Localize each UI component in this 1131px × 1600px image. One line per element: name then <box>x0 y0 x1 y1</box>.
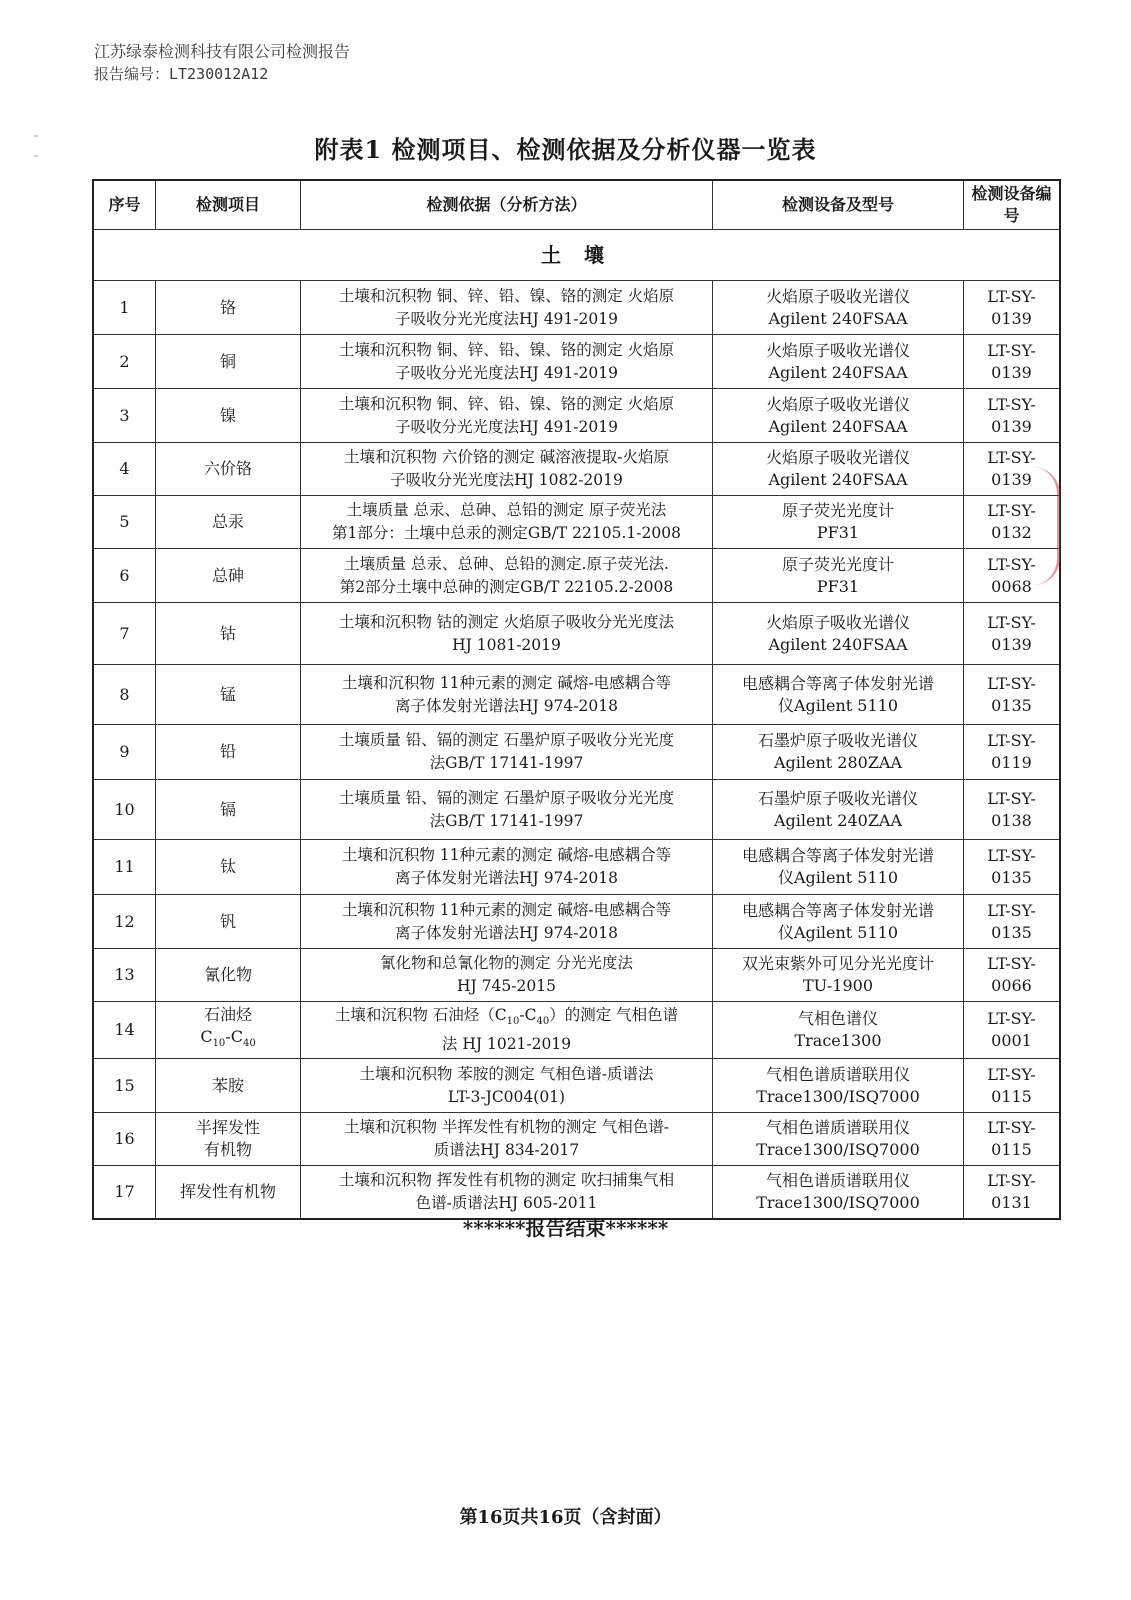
row-number: 12 <box>93 895 156 949</box>
test-basis-line: 子吸收分光光度法HJ 491-2019 <box>395 309 618 328</box>
table-row <box>93 895 1060 949</box>
device-code: LT-SY-0131 <box>964 1166 1061 1219</box>
table-row <box>93 603 1060 665</box>
page-title: 附表1 检测项目、检测依据及分析仪器一览表 <box>314 135 817 164</box>
scan-mark <box>34 135 38 137</box>
test-device-line: 原子荧光光度计 <box>781 554 894 574</box>
test-basis-line: 土壤和沉积物 苯胺的测定 气相色谱-质谱法 <box>359 1064 654 1083</box>
table-row <box>93 1113 1060 1166</box>
test-basis-line: 法GB/T 17141-1997 <box>429 811 584 830</box>
row-number: 5 <box>93 496 156 549</box>
table-row <box>93 725 1060 780</box>
test-device-line: 石墨炉原子吸收光谱仪 <box>757 731 918 750</box>
test-device <box>713 443 964 496</box>
row-number: 9 <box>93 725 156 780</box>
test-basis <box>301 949 713 1002</box>
test-device <box>713 780 964 840</box>
table-row <box>93 281 1060 335</box>
test-basis-line: 土壤和沉积物 石油烃$(C_{10}-C_{40})$的测定 气相色谱 <box>334 1006 679 1028</box>
row-number: 8 <box>93 665 156 725</box>
test-device-line: 气相色谱质谱联用仪 <box>765 1064 910 1084</box>
device-code: LT-SY-0135 <box>964 840 1061 895</box>
company-name: 江苏绿泰检测科技有限公司检测报告 <box>94 42 351 61</box>
test-item: 苯胺 <box>156 1059 301 1113</box>
test-device <box>713 665 964 725</box>
test-device-line: Trace1300/ISQ7000 <box>756 1086 920 1106</box>
test-device <box>713 1113 964 1166</box>
table-row <box>93 1166 1060 1219</box>
test-item: 铅 <box>156 725 301 780</box>
test-basis-line: 土壤质量 铅、镉的测定 石墨炉原子吸收分光光度 <box>338 788 675 807</box>
device-code: LT-SY-0139 <box>964 603 1061 665</box>
test-device <box>713 1002 964 1059</box>
test-device-line: PF31 <box>816 523 860 542</box>
table-row <box>93 1002 1060 1059</box>
test-basis <box>301 281 713 335</box>
table-row <box>93 549 1060 603</box>
test-basis-line: 离子体发射光谱法HJ 974-2018 <box>395 923 618 942</box>
test-basis-line: 离子体发射光谱法HJ 974-2018 <box>395 869 618 887</box>
row-number: 15 <box>93 1059 156 1113</box>
test-item: 总汞 <box>156 496 301 549</box>
table-row <box>93 949 1060 1002</box>
test-item: 挥发性有机物 <box>156 1166 301 1219</box>
test-basis-line: 土壤质量 总汞、总砷、总铅的测定 原子荧光法 <box>346 501 667 519</box>
test-device <box>713 603 964 665</box>
test-device <box>713 840 964 895</box>
test-device-line: Agilent 240FSAA <box>768 308 908 328</box>
test-item: 钴 <box>156 603 301 665</box>
table-header-row <box>93 180 1060 230</box>
test-basis-line: 氰化物和总氰化物的测定 分光光度法 <box>380 954 633 972</box>
test-basis-line: 第2部分土壤中总砷的测定GB/T 22105.2-2008 <box>339 577 674 596</box>
test-basis <box>301 549 713 603</box>
test-device-line: 仪Agilent 5110 <box>777 695 899 715</box>
test-device-line: Agilent 240FSAA <box>768 470 908 489</box>
test-basis-line: 法GB/T 17141-1997 <box>429 754 584 772</box>
test-basis-line: 子吸收分光光度法HJ 491-2019 <box>395 417 618 436</box>
test-basis-line: 土壤和沉积物 11种元素的测定 碱熔-电感耦合等 <box>341 846 672 864</box>
test-item: 镉 <box>156 780 301 840</box>
test-basis <box>301 603 713 665</box>
test-basis <box>301 665 713 725</box>
row-number: 2 <box>93 335 156 389</box>
test-device-line: 气相色谱质谱联用仪 <box>765 1118 910 1138</box>
test-device-line: Agilent 280ZAA <box>773 753 903 772</box>
test-basis-line: 土壤质量 总汞、总砷、总铅的测定.原子荧光法. <box>344 554 669 573</box>
device-code: LT-SY-0139 <box>964 281 1061 335</box>
row-number: 17 <box>93 1166 156 1219</box>
test-item: 石油烃 $C_{10}-C_{40}$ <box>156 1002 301 1059</box>
test-device-line: 双光束紫外可见分光光度计 <box>741 954 934 973</box>
table-row <box>93 780 1060 840</box>
test-basis <box>301 1059 713 1113</box>
row-number: 3 <box>93 389 156 443</box>
table-row <box>93 443 1060 496</box>
test-basis-line: LT-3-JC004(01) <box>447 1087 566 1106</box>
device-code: LT-SY-0115 <box>964 1059 1061 1113</box>
table-row <box>93 840 1060 895</box>
test-device-line: 电感耦合等离子体发射光谱 <box>741 673 934 693</box>
test-basis-line: HJ 745-2015 <box>457 977 556 995</box>
test-basis-line: 土壤和沉积物 半挥发性有机物的测定 气相色谱- <box>343 1118 670 1137</box>
col-header-basis: 检测依据（分析方法） <box>301 180 713 230</box>
test-device <box>713 725 964 780</box>
red-stamp-edge <box>1033 467 1060 585</box>
test-device-line: 石墨炉原子吸收光谱仪 <box>757 788 918 808</box>
test-basis-line: HJ 1081-2019 <box>452 635 561 654</box>
device-code: LT-SY-0138 <box>964 780 1061 840</box>
test-basis-line: 质谱法HJ 834-2017 <box>433 1141 580 1160</box>
table-row <box>93 389 1060 443</box>
test-device <box>713 389 964 443</box>
table-row <box>93 496 1060 549</box>
test-device-line: TU-1900 <box>803 976 873 995</box>
test-basis <box>301 780 713 840</box>
test-device-line: 火焰原子吸收光谱仪 <box>765 286 910 306</box>
row-number: 4 <box>93 443 156 496</box>
device-code: LT-SY-0119 <box>964 725 1061 780</box>
test-device <box>713 496 964 549</box>
test-device-line: 仪Agilent 5110 <box>777 922 899 942</box>
test-device-line: Trace1300/ISQ7000 <box>756 1140 920 1160</box>
device-code: LT-SY-0135 <box>964 665 1061 725</box>
test-device <box>713 1059 964 1113</box>
test-device-line: 火焰原子吸收光谱仪 <box>765 448 910 467</box>
test-device-line: Agilent 240FSAA <box>768 416 908 436</box>
row-number: 7 <box>93 603 156 665</box>
device-code: LT-SY-0139 <box>964 335 1061 389</box>
test-basis-line: 土壤和沉积物 挥发性有机物的测定 吹扫捕集气相 <box>338 1170 675 1189</box>
test-item: 氰化物 <box>156 949 301 1002</box>
test-device <box>713 335 964 389</box>
row-number: 14 <box>93 1002 156 1059</box>
report-end-marker: ******报告结束****** <box>462 1216 669 1240</box>
test-item: 钒 <box>156 895 301 949</box>
test-device <box>713 549 964 603</box>
test-basis <box>301 725 713 780</box>
test-basis <box>301 1113 713 1166</box>
table-row <box>93 1059 1060 1113</box>
test-item: 总砷 <box>156 549 301 603</box>
test-basis-line: 法 HJ 1021-2019 <box>441 1035 572 1054</box>
test-basis <box>301 840 713 895</box>
test-basis-line: 第1部分：土壤中总汞的测定GB/T 22105.1-2008 <box>332 524 681 542</box>
test-basis-line: 土壤和沉积物 六价铬的测定 碱溶液提取-火焰原 <box>343 448 670 466</box>
page-footer: 第16页共16页（含封面） <box>459 1507 672 1528</box>
test-device-line: 电感耦合等离子体发射光谱 <box>741 846 934 865</box>
col-header-code: 检测设备编号 <box>964 180 1061 230</box>
test-device-line: 气相色谱仪 <box>797 1009 878 1029</box>
test-basis-line: 离子体发射光谱法HJ 974-2018 <box>395 696 618 715</box>
test-item: 铬 <box>156 281 301 335</box>
test-item: 锰 <box>156 665 301 725</box>
test-device <box>713 281 964 335</box>
test-basis <box>301 389 713 443</box>
test-basis-line: 色谱-质谱法HJ 605-2011 <box>415 1193 598 1212</box>
test-basis-line: 土壤和沉积物 11种元素的测定 碱熔-电感耦合等 <box>341 900 672 919</box>
test-device-line: 仪Agilent 5110 <box>777 868 899 887</box>
test-basis-line: 土壤和沉积物 钴的测定 火焰原子吸收分光光度法 <box>338 612 675 631</box>
test-device-line: Trace1300/ISQ7000 <box>756 1192 920 1212</box>
col-header-seq: 序号 <box>93 180 156 230</box>
device-code: LT-SY-0066 <box>964 949 1061 1002</box>
test-basis <box>301 335 713 389</box>
device-code: LT-SY-0139 <box>964 443 1061 496</box>
test-device-line: Agilent 240ZAA <box>773 810 903 830</box>
device-code: LT-SY-0135 <box>964 895 1061 949</box>
device-code: LT-SY-0068 <box>964 549 1061 603</box>
table-row <box>93 335 1060 389</box>
test-device-line: 火焰原子吸收光谱仪 <box>765 394 910 414</box>
test-basis-line: 土壤和沉积物 11种元素的测定 碱熔-电感耦合等 <box>341 673 672 692</box>
test-device <box>713 949 964 1002</box>
test-item: 镍 <box>156 389 301 443</box>
test-device-line: 原子荧光光度计 <box>781 501 894 520</box>
test-item: 六价铬 <box>156 443 301 496</box>
row-number: 6 <box>93 549 156 603</box>
test-device-line: 火焰原子吸收光谱仪 <box>765 340 910 360</box>
test-device-line: 火焰原子吸收光谱仪 <box>765 612 910 632</box>
test-item: 铜 <box>156 335 301 389</box>
section-row <box>93 230 1060 281</box>
row-number: 16 <box>93 1113 156 1166</box>
row-number: 1 <box>93 281 156 335</box>
test-basis <box>301 895 713 949</box>
device-code: LT-SY-0115 <box>964 1113 1061 1166</box>
section-title: 土 壤 <box>93 230 1060 281</box>
test-basis-line: 土壤和沉积物 铜、锌、铅、镍、铬的测定 火焰原 <box>338 340 675 359</box>
device-code: LT-SY-0001 <box>964 1002 1061 1059</box>
test-device <box>713 895 964 949</box>
row-number: 10 <box>93 780 156 840</box>
test-basis-line: 土壤和沉积物 铜、锌、铅、镍、铬的测定 火焰原 <box>338 286 675 305</box>
test-item: 钛 <box>156 840 301 895</box>
table-row <box>93 665 1060 725</box>
col-header-item: 检测项目 <box>156 180 301 230</box>
test-basis-line: 土壤质量 铅、镉的测定 石墨炉原子吸收分光光度 <box>338 731 675 749</box>
test-device <box>713 1166 964 1219</box>
col-header-device: 检测设备及型号 <box>713 180 964 230</box>
row-number: 13 <box>93 949 156 1002</box>
report-header <box>94 40 350 86</box>
test-basis-line: 土壤和沉积物 铜、锌、铅、镍、铬的测定 火焰原 <box>338 394 675 413</box>
test-device-line: PF31 <box>816 576 860 596</box>
scan-mark <box>34 155 38 157</box>
test-item: 半挥发性 有机物 <box>156 1113 301 1166</box>
test-device-line: Agilent 240FSAA <box>768 634 908 654</box>
test-basis <box>301 1002 713 1059</box>
test-basis-line: 子吸收分光光度法HJ 491-2019 <box>395 363 618 382</box>
test-device-line: Agilent 240FSAA <box>768 362 908 382</box>
report-number: 报告编号：LT230012A12 <box>94 65 269 83</box>
test-device-line: Trace1300 <box>794 1031 882 1051</box>
test-basis-line: 子吸收分光光度法HJ 1082-2019 <box>390 471 623 489</box>
test-device-line: 电感耦合等离子体发射光谱 <box>741 900 934 920</box>
device-code: LT-SY-0132 <box>964 496 1061 549</box>
device-code: LT-SY-0139 <box>964 389 1061 443</box>
test-basis <box>301 496 713 549</box>
test-device-line: 气相色谱质谱联用仪 <box>765 1170 910 1190</box>
test-basis <box>301 443 713 496</box>
test-basis <box>301 1166 713 1219</box>
test-items-table <box>92 179 1061 1220</box>
row-number: 11 <box>93 840 156 895</box>
